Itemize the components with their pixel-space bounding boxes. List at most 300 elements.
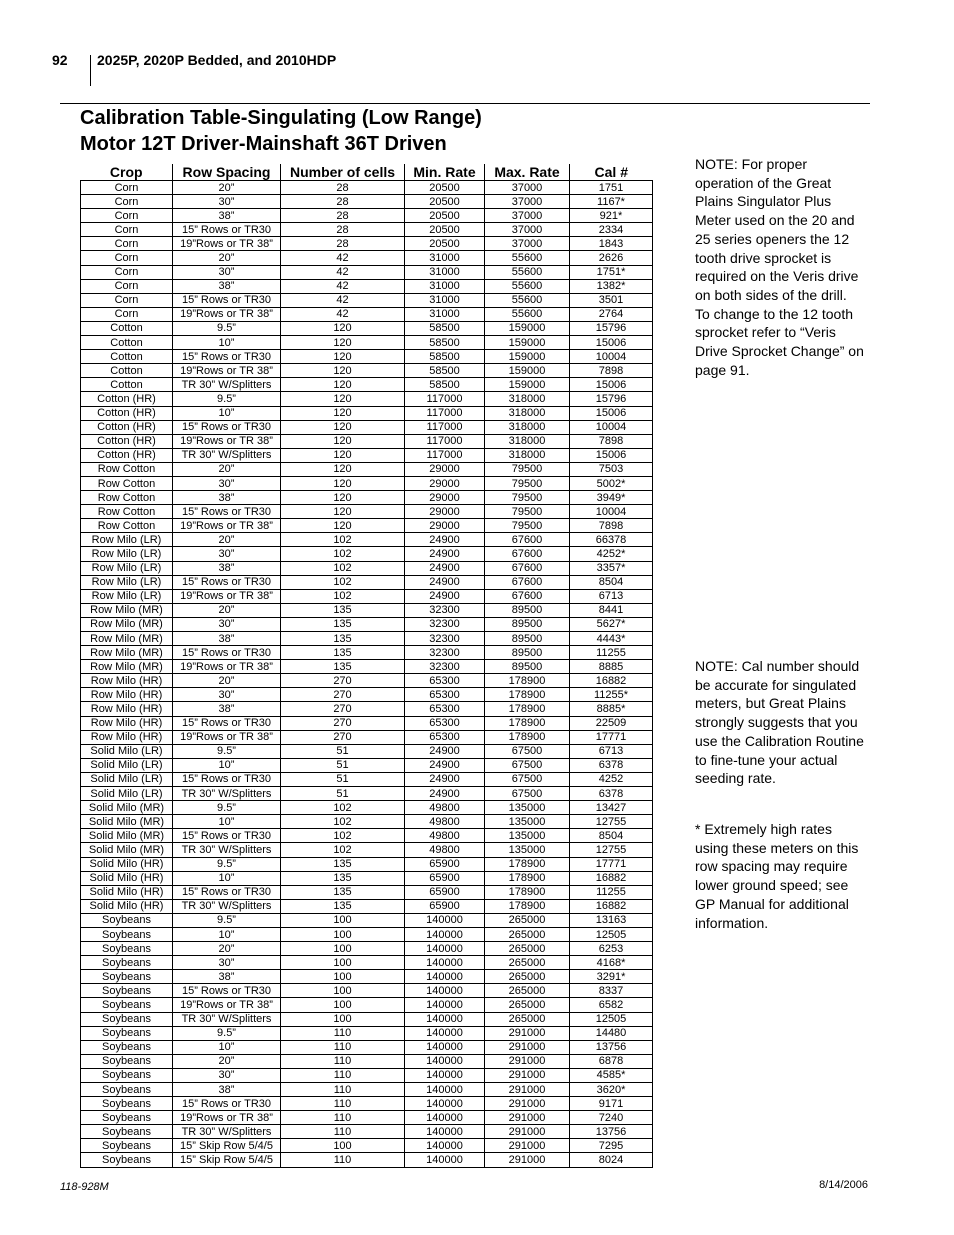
row-spacing-cell: 15” Rows or TR30 [173, 772, 281, 786]
max-rate-cell: 291000 [485, 1139, 570, 1153]
crop-cell: Corn [81, 209, 173, 223]
row-spacing-cell: 10” [173, 815, 281, 829]
max-rate-cell: 318000 [485, 406, 570, 420]
max-rate-cell: 135000 [485, 829, 570, 843]
crop-cell: Solid Milo (HR) [81, 899, 173, 913]
crop-cell: Cotton (HR) [81, 392, 173, 406]
cal-number-cell: 4168* [570, 956, 653, 970]
min-rate-cell: 117000 [405, 420, 485, 434]
min-rate-cell: 140000 [405, 1153, 485, 1167]
crop-cell: Row Milo (HR) [81, 674, 173, 688]
row-spacing-cell: 19”Rows or TR 38” [173, 1111, 281, 1125]
table-row [81, 491, 653, 505]
cell-count-cell: 110 [281, 1083, 405, 1097]
crop-cell: Solid Milo (LR) [81, 758, 173, 772]
row-spacing-cell: 10” [173, 758, 281, 772]
cell-count-cell: 100 [281, 942, 405, 956]
row-spacing-cell: 38” [173, 702, 281, 716]
table-row [81, 589, 653, 603]
table-row [81, 758, 653, 772]
crop-cell: Soybeans [81, 1083, 173, 1097]
header-rule [60, 103, 870, 104]
cal-number-cell: 3501 [570, 293, 653, 307]
cell-count-cell: 120 [281, 336, 405, 350]
min-rate-cell: 49800 [405, 801, 485, 815]
cal-number-cell: 12755 [570, 843, 653, 857]
min-rate-cell: 31000 [405, 307, 485, 321]
crop-cell: Solid Milo (MR) [81, 801, 173, 815]
table-row [81, 857, 653, 871]
row-spacing-cell: 19”Rows or TR 38” [173, 307, 281, 321]
crop-cell: Soybeans [81, 913, 173, 927]
cal-number-cell: 1751* [570, 265, 653, 279]
crop-cell: Cotton [81, 364, 173, 378]
row-spacing-cell: 15” Rows or TR30 [173, 420, 281, 434]
max-rate-cell: 67600 [485, 561, 570, 575]
row-spacing-cell: 20” [173, 251, 281, 265]
cell-count-cell: 110 [281, 1054, 405, 1068]
row-spacing-cell: 19”Rows or TR 38” [173, 660, 281, 674]
table-row [81, 462, 653, 476]
min-rate-cell: 49800 [405, 843, 485, 857]
cal-number-cell: 8885 [570, 660, 653, 674]
min-rate-cell: 31000 [405, 293, 485, 307]
table-row [81, 1040, 653, 1054]
cell-count-cell: 28 [281, 223, 405, 237]
cell-count-cell: 110 [281, 1111, 405, 1125]
min-rate-cell: 24900 [405, 772, 485, 786]
cal-number-cell: 2764 [570, 307, 653, 321]
column-header-max-rate: Max. Rate [485, 164, 570, 181]
note-calibration-text: NOTE: Cal number should be accurate for singulated meters, but Great Plains strongly suggests that you use the Calibration Routine to fine-tune your actual seeding rate. [695, 658, 864, 787]
row-spacing-cell: 15” Skip Row 5/4/5 [173, 1153, 281, 1167]
crop-cell: Soybeans [81, 998, 173, 1012]
cell-count-cell: 120 [281, 392, 405, 406]
max-rate-cell: 55600 [485, 265, 570, 279]
crop-cell: Row Milo (LR) [81, 575, 173, 589]
crop-cell: Soybeans [81, 1111, 173, 1125]
cal-number-cell: 6878 [570, 1054, 653, 1068]
row-spacing-cell: TR 30” W/Splitters [173, 787, 281, 801]
table-row [81, 617, 653, 631]
min-rate-cell: 58500 [405, 378, 485, 392]
footer-part-number: 118-928M [60, 1181, 109, 1193]
table-row [81, 843, 653, 857]
crop-cell: Row Milo (LR) [81, 589, 173, 603]
cal-number-cell: 15796 [570, 321, 653, 335]
cell-count-cell: 270 [281, 716, 405, 730]
cell-count-cell: 120 [281, 462, 405, 476]
crop-cell: Solid Milo (LR) [81, 772, 173, 786]
row-spacing-cell: 19”Rows or TR 38” [173, 589, 281, 603]
table-row [81, 1012, 653, 1026]
table-row [81, 181, 653, 195]
cell-count-cell: 270 [281, 674, 405, 688]
row-spacing-cell: 30” [173, 547, 281, 561]
row-spacing-cell: 10” [173, 927, 281, 941]
cell-count-cell: 102 [281, 815, 405, 829]
min-rate-cell: 65300 [405, 730, 485, 744]
table-row [81, 279, 653, 293]
max-rate-cell: 318000 [485, 448, 570, 462]
max-rate-cell: 67600 [485, 589, 570, 603]
section-title [80, 105, 482, 157]
max-rate-cell: 265000 [485, 942, 570, 956]
max-rate-cell: 159000 [485, 364, 570, 378]
crop-cell: Soybeans [81, 1054, 173, 1068]
cal-number-cell: 15006 [570, 378, 653, 392]
min-rate-cell: 140000 [405, 1026, 485, 1040]
cell-count-cell: 120 [281, 505, 405, 519]
max-rate-cell: 159000 [485, 321, 570, 335]
cell-count-cell: 51 [281, 787, 405, 801]
row-spacing-cell: 15” Rows or TR30 [173, 885, 281, 899]
cal-number-cell: 11255 [570, 885, 653, 899]
crop-cell: Corn [81, 195, 173, 209]
min-rate-cell: 140000 [405, 1111, 485, 1125]
row-spacing-cell: 15” Rows or TR30 [173, 223, 281, 237]
crop-cell: Corn [81, 279, 173, 293]
crop-cell: Row Milo (MR) [81, 646, 173, 660]
min-rate-cell: 140000 [405, 970, 485, 984]
table-row [81, 350, 653, 364]
cell-count-cell: 270 [281, 688, 405, 702]
min-rate-cell: 65900 [405, 885, 485, 899]
header-divider-vertical [90, 55, 91, 86]
cal-number-cell: 10004 [570, 505, 653, 519]
max-rate-cell: 79500 [485, 462, 570, 476]
cal-number-cell: 1167* [570, 195, 653, 209]
row-spacing-cell: 20” [173, 942, 281, 956]
note-high-rates [695, 820, 865, 932]
max-rate-cell: 89500 [485, 603, 570, 617]
max-rate-cell: 178900 [485, 674, 570, 688]
max-rate-cell: 178900 [485, 899, 570, 913]
cell-count-cell: 100 [281, 1139, 405, 1153]
max-rate-cell: 178900 [485, 688, 570, 702]
max-rate-cell: 291000 [485, 1097, 570, 1111]
crop-cell: Row Cotton [81, 519, 173, 533]
cell-count-cell: 135 [281, 603, 405, 617]
cal-number-cell: 16882 [570, 899, 653, 913]
table-row [81, 448, 653, 462]
max-rate-cell: 89500 [485, 632, 570, 646]
table-row [81, 829, 653, 843]
cell-count-cell: 120 [281, 434, 405, 448]
crop-cell: Corn [81, 307, 173, 321]
min-rate-cell: 65900 [405, 857, 485, 871]
table-row [81, 420, 653, 434]
table-row [81, 237, 653, 251]
cell-count-cell: 28 [281, 237, 405, 251]
cell-count-cell: 120 [281, 378, 405, 392]
calibration-table [80, 164, 653, 1168]
cal-number-cell: 4252 [570, 772, 653, 786]
min-rate-cell: 117000 [405, 434, 485, 448]
cell-count-cell: 270 [281, 702, 405, 716]
cal-number-cell: 1382* [570, 279, 653, 293]
crop-cell: Row Milo (MR) [81, 660, 173, 674]
table-row [81, 1125, 653, 1139]
max-rate-cell: 159000 [485, 350, 570, 364]
cell-count-cell: 120 [281, 476, 405, 490]
min-rate-cell: 20500 [405, 209, 485, 223]
table-row [81, 1153, 653, 1167]
cell-count-cell: 110 [281, 1125, 405, 1139]
row-spacing-cell: TR 30” W/Splitters [173, 1012, 281, 1026]
crop-cell: Cotton [81, 336, 173, 350]
table-row [81, 646, 653, 660]
cell-count-cell: 120 [281, 350, 405, 364]
crop-cell: Soybeans [81, 1026, 173, 1040]
cal-number-cell: 15006 [570, 336, 653, 350]
table-row [81, 801, 653, 815]
cal-number-cell: 1751 [570, 181, 653, 195]
row-spacing-cell: 15” Rows or TR30 [173, 575, 281, 589]
min-rate-cell: 32300 [405, 646, 485, 660]
cal-number-cell: 7898 [570, 364, 653, 378]
row-spacing-cell: 38” [173, 279, 281, 293]
row-spacing-cell: 30” [173, 195, 281, 209]
row-spacing-cell: 38” [173, 209, 281, 223]
crop-cell: Cotton [81, 321, 173, 335]
min-rate-cell: 24900 [405, 744, 485, 758]
row-spacing-cell: 30” [173, 688, 281, 702]
max-rate-cell: 291000 [485, 1026, 570, 1040]
cell-count-cell: 135 [281, 632, 405, 646]
row-spacing-cell: 9.5” [173, 801, 281, 815]
column-header-crop: Crop [109, 164, 143, 180]
crop-cell: Solid Milo (HR) [81, 871, 173, 885]
row-spacing-cell: 20” [173, 674, 281, 688]
table-row [81, 688, 653, 702]
cal-number-cell: 8504 [570, 829, 653, 843]
cal-number-cell: 12755 [570, 815, 653, 829]
cal-number-cell: 7295 [570, 1139, 653, 1153]
table-row [81, 364, 653, 378]
row-spacing-cell: 15” Rows or TR30 [173, 829, 281, 843]
table-row [81, 787, 653, 801]
cal-number-cell: 2334 [570, 223, 653, 237]
row-spacing-cell: TR 30” W/Splitters [173, 1125, 281, 1139]
table-row [81, 195, 653, 209]
max-rate-cell: 89500 [485, 660, 570, 674]
min-rate-cell: 58500 [405, 350, 485, 364]
cal-number-cell: 4585* [570, 1068, 653, 1082]
cell-count-cell: 42 [281, 265, 405, 279]
max-rate-cell: 318000 [485, 392, 570, 406]
cell-count-cell: 135 [281, 899, 405, 913]
max-rate-cell: 67600 [485, 575, 570, 589]
min-rate-cell: 49800 [405, 815, 485, 829]
cell-count-cell: 102 [281, 829, 405, 843]
column-header-number-of-cells: Number of cells [281, 164, 405, 181]
row-spacing-cell: 20” [173, 533, 281, 547]
table-row [81, 927, 653, 941]
column-header-row-spacing: Row Spacing [173, 164, 281, 181]
min-rate-cell: 20500 [405, 223, 485, 237]
max-rate-cell: 37000 [485, 181, 570, 195]
cell-count-cell: 100 [281, 998, 405, 1012]
max-rate-cell: 159000 [485, 378, 570, 392]
crop-cell: Soybeans [81, 1139, 173, 1153]
max-rate-cell: 291000 [485, 1068, 570, 1082]
section-title-line-1: Calibration Table-Singulating (Low Range) [80, 107, 482, 129]
table-body [81, 181, 653, 1168]
min-rate-cell: 140000 [405, 927, 485, 941]
cell-count-cell: 100 [281, 1012, 405, 1026]
row-spacing-cell: 9.5” [173, 392, 281, 406]
max-rate-cell: 291000 [485, 1083, 570, 1097]
min-rate-cell: 24900 [405, 589, 485, 603]
row-spacing-cell: TR 30” W/Splitters [173, 899, 281, 913]
note-high-rates-text: * Extremely high rates using these meters on this row spacing may require lower ground speed; see GP Manual for additional information. [695, 821, 859, 931]
cal-number-cell: 7898 [570, 434, 653, 448]
min-rate-cell: 140000 [405, 1012, 485, 1026]
max-rate-cell: 67500 [485, 772, 570, 786]
min-rate-cell: 65300 [405, 702, 485, 716]
min-rate-cell: 29000 [405, 491, 485, 505]
max-rate-cell: 178900 [485, 871, 570, 885]
min-rate-cell: 32300 [405, 660, 485, 674]
crop-cell: Soybeans [81, 1012, 173, 1026]
row-spacing-cell: 19”Rows or TR 38” [173, 237, 281, 251]
cal-number-cell: 8441 [570, 603, 653, 617]
min-rate-cell: 58500 [405, 364, 485, 378]
table-row [81, 956, 653, 970]
crop-cell: Row Milo (LR) [81, 561, 173, 575]
max-rate-cell: 178900 [485, 702, 570, 716]
crop-cell: Solid Milo (MR) [81, 829, 173, 843]
crop-cell: Soybeans [81, 1068, 173, 1082]
crop-cell: Cotton [81, 378, 173, 392]
cal-number-cell: 10004 [570, 350, 653, 364]
row-spacing-cell: 19”Rows or TR 38” [173, 364, 281, 378]
cell-count-cell: 42 [281, 251, 405, 265]
crop-cell: Cotton [81, 350, 173, 364]
note-sprocket [695, 155, 865, 379]
cal-number-cell: 8337 [570, 984, 653, 998]
cal-number-cell: 6713 [570, 589, 653, 603]
table-row [81, 772, 653, 786]
cell-count-cell: 51 [281, 772, 405, 786]
max-rate-cell: 67600 [485, 547, 570, 561]
min-rate-cell: 29000 [405, 505, 485, 519]
cell-count-cell: 28 [281, 209, 405, 223]
min-rate-cell: 65300 [405, 716, 485, 730]
max-rate-cell: 37000 [485, 209, 570, 223]
cal-number-cell: 6582 [570, 998, 653, 1012]
cal-number-cell: 22509 [570, 716, 653, 730]
cell-count-cell: 135 [281, 871, 405, 885]
min-rate-cell: 29000 [405, 476, 485, 490]
cell-count-cell: 100 [281, 956, 405, 970]
row-spacing-cell: 38” [173, 632, 281, 646]
row-spacing-cell: 20” [173, 603, 281, 617]
row-spacing-cell: 19”Rows or TR 38” [173, 998, 281, 1012]
row-spacing-cell: TR 30” W/Splitters [173, 448, 281, 462]
crop-cell: Soybeans [81, 1097, 173, 1111]
max-rate-cell: 79500 [485, 476, 570, 490]
crop-cell: Row Milo (LR) [81, 547, 173, 561]
row-spacing-cell: 30” [173, 617, 281, 631]
crop-cell: Row Cotton [81, 462, 173, 476]
cal-number-cell: 5627* [570, 617, 653, 631]
cell-count-cell: 100 [281, 984, 405, 998]
row-spacing-cell: 15” Rows or TR30 [173, 1097, 281, 1111]
table-row [81, 660, 653, 674]
min-rate-cell: 24900 [405, 547, 485, 561]
max-rate-cell: 265000 [485, 927, 570, 941]
max-rate-cell: 55600 [485, 251, 570, 265]
row-spacing-cell: 9.5” [173, 913, 281, 927]
max-rate-cell: 135000 [485, 801, 570, 815]
min-rate-cell: 140000 [405, 1139, 485, 1153]
cell-count-cell: 120 [281, 519, 405, 533]
cell-count-cell: 135 [281, 857, 405, 871]
table-row [81, 392, 653, 406]
row-spacing-cell: 20” [173, 181, 281, 195]
cal-number-cell: 8885* [570, 702, 653, 716]
table-row [81, 1054, 653, 1068]
crop-cell: Corn [81, 223, 173, 237]
row-spacing-cell: 30” [173, 1068, 281, 1082]
table-row [81, 744, 653, 758]
cal-number-cell: 12505 [570, 1012, 653, 1026]
cell-count-cell: 135 [281, 617, 405, 631]
crop-cell: Row Cotton [81, 505, 173, 519]
row-spacing-cell: 15” Rows or TR30 [173, 293, 281, 307]
cell-count-cell: 102 [281, 561, 405, 575]
max-rate-cell: 265000 [485, 913, 570, 927]
max-rate-cell: 265000 [485, 984, 570, 998]
table-row [81, 378, 653, 392]
cell-count-cell: 110 [281, 1153, 405, 1167]
cell-count-cell: 102 [281, 843, 405, 857]
max-rate-cell: 79500 [485, 505, 570, 519]
min-rate-cell: 65300 [405, 688, 485, 702]
cell-count-cell: 110 [281, 1068, 405, 1082]
cell-count-cell: 28 [281, 195, 405, 209]
max-rate-cell: 178900 [485, 857, 570, 871]
max-rate-cell: 135000 [485, 815, 570, 829]
table-row [81, 434, 653, 448]
max-rate-cell: 79500 [485, 519, 570, 533]
crop-cell: Corn [81, 251, 173, 265]
min-rate-cell: 20500 [405, 195, 485, 209]
crop-cell: Corn [81, 265, 173, 279]
min-rate-cell: 140000 [405, 1097, 485, 1111]
max-rate-cell: 89500 [485, 617, 570, 631]
row-spacing-cell: 15” Rows or TR30 [173, 350, 281, 364]
cell-count-cell: 102 [281, 589, 405, 603]
cal-number-cell: 4252* [570, 547, 653, 561]
cell-count-cell: 100 [281, 970, 405, 984]
min-rate-cell: 140000 [405, 1040, 485, 1054]
table-row [81, 519, 653, 533]
table-row [81, 942, 653, 956]
crop-cell: Corn [81, 181, 173, 195]
row-spacing-cell: 19”Rows or TR 38” [173, 434, 281, 448]
min-rate-cell: 20500 [405, 181, 485, 195]
cell-count-cell: 42 [281, 279, 405, 293]
crop-cell: Solid Milo (MR) [81, 843, 173, 857]
cell-count-cell: 135 [281, 646, 405, 660]
cal-number-cell: 13756 [570, 1125, 653, 1139]
crop-cell: Soybeans [81, 970, 173, 984]
crop-cell: Corn [81, 237, 173, 251]
row-spacing-cell: 15” Skip Row 5/4/5 [173, 1139, 281, 1153]
